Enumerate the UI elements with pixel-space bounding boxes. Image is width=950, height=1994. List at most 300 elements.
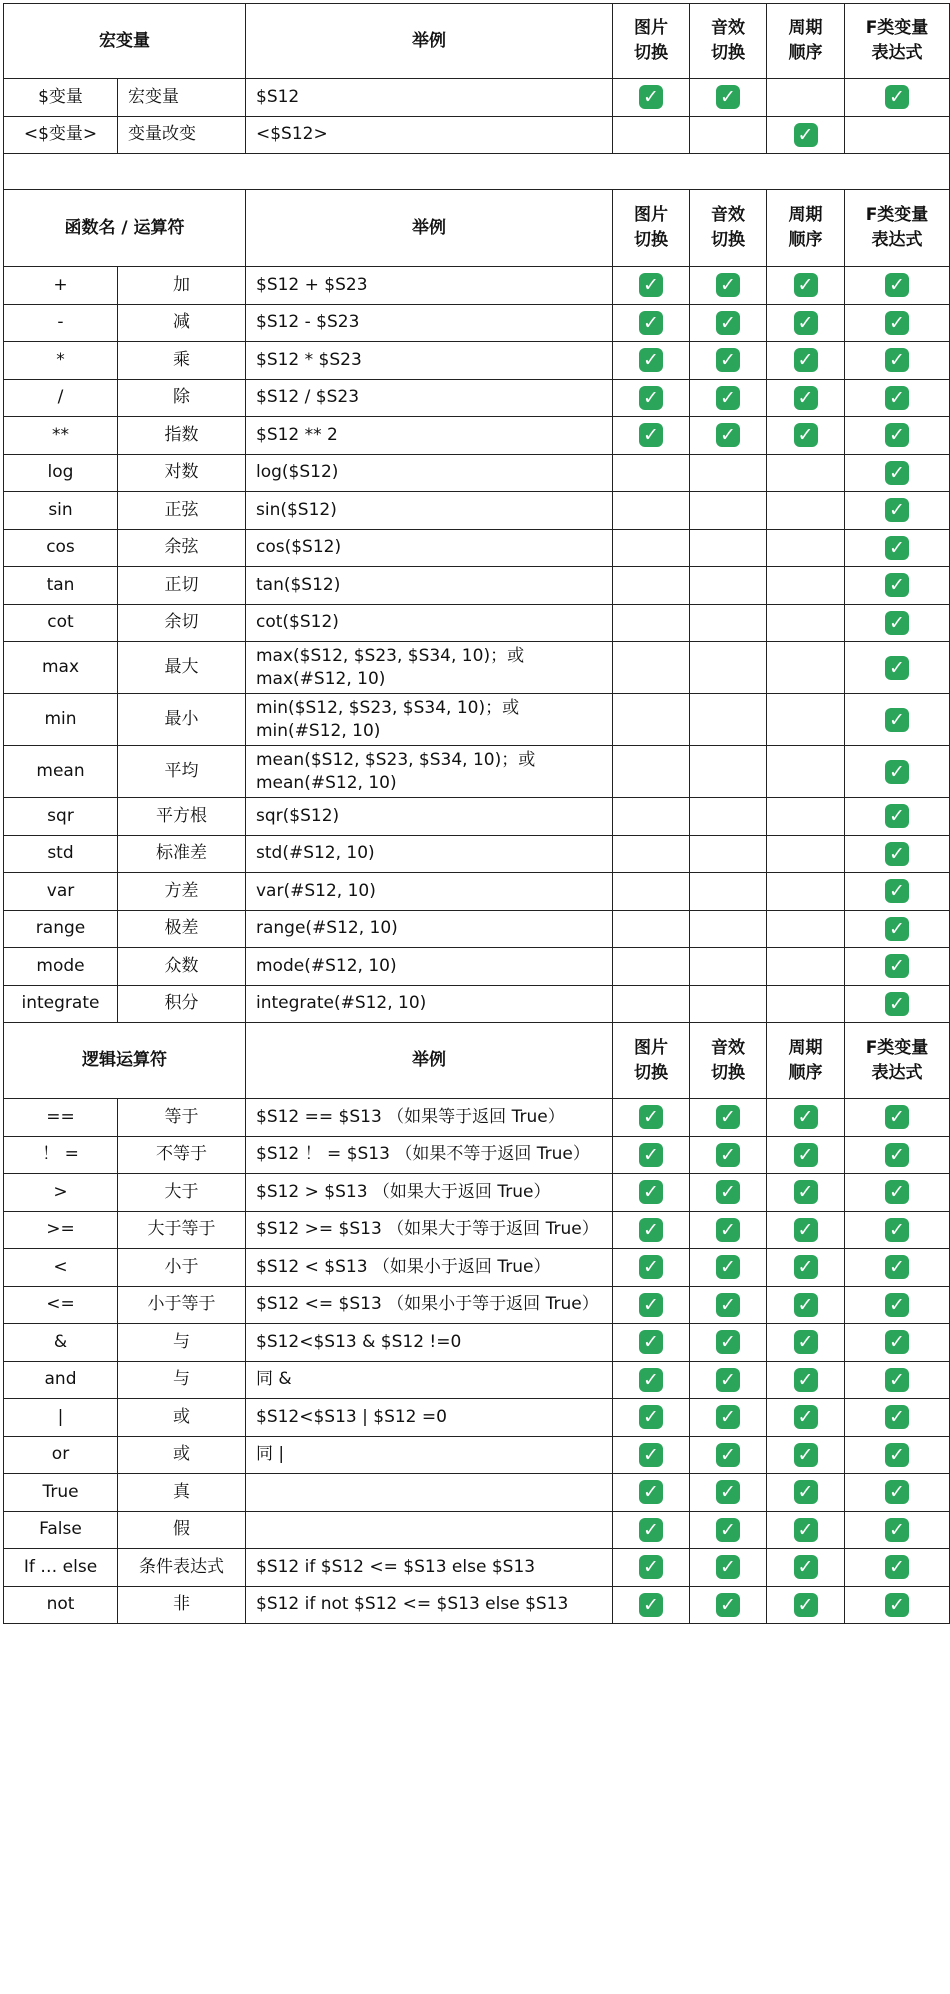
support-cell-4: [845, 304, 950, 342]
checkmark-icon: ✓: [716, 1105, 740, 1129]
checkmark-icon: ✓: [885, 1255, 909, 1279]
checkmark-icon: ✓: [716, 348, 740, 372]
support-cell-2: [690, 835, 767, 873]
checkmark-icon: ✓: [716, 85, 740, 109]
checkmark-icon: ✓: [885, 273, 909, 297]
checkmark-icon: ✓: [885, 461, 909, 485]
support-cell-2: [690, 910, 767, 948]
checkmark-icon: ✓: [794, 1143, 818, 1167]
operator-name-cell: 小于: [118, 1249, 246, 1287]
example-cell: $S12 < $S13 （如果小于返回 True）: [246, 1249, 613, 1287]
example-cell: sin($S12): [246, 492, 613, 530]
support-cell-4: [845, 873, 950, 911]
section-header-name: 宏变量: [4, 4, 246, 79]
support-cell-1: [613, 1586, 690, 1624]
checkmark-icon: ✓: [885, 954, 909, 978]
example-cell: $S12 / $S23: [246, 379, 613, 417]
support-cell-3: [767, 1474, 845, 1512]
support-cell-4: [845, 492, 950, 530]
support-cell-3: [767, 746, 845, 798]
example-cell: <$S12>: [246, 116, 613, 154]
checkmark-icon: ✓: [794, 123, 818, 147]
support-cell-1: [613, 1474, 690, 1512]
section-header-row: [4, 190, 950, 267]
example-cell: range(#S12, 10): [246, 910, 613, 948]
column-header-1: 图片 切换: [613, 1023, 690, 1099]
support-cell-2: [690, 1361, 767, 1399]
operator-name-cell: 宏变量: [118, 79, 246, 117]
table-row: [4, 985, 950, 1023]
support-cell-4: [845, 1474, 950, 1512]
support-cell-2: [690, 694, 767, 746]
support-cell-1: [613, 1136, 690, 1174]
support-cell-2: [690, 417, 767, 455]
section-header-row: [4, 1023, 950, 1099]
example-cell: $S12 ！ = $S13 （如果不等于返回 True）: [246, 1136, 613, 1174]
support-cell-3: [767, 985, 845, 1023]
checkmark-icon: ✓: [639, 1555, 663, 1579]
checkmark-icon: ✓: [794, 311, 818, 335]
checkmark-icon: ✓: [716, 273, 740, 297]
support-cell-2: [690, 1324, 767, 1362]
support-cell-4: [845, 948, 950, 986]
operator-name-cell: 乘: [118, 342, 246, 380]
checkmark-icon: ✓: [716, 1593, 740, 1617]
support-cell-4: [845, 746, 950, 798]
checkmark-icon: ✓: [885, 1443, 909, 1467]
operator-cell: cos: [4, 529, 118, 567]
checkmark-icon: ✓: [639, 1593, 663, 1617]
checkmark-icon: ✓: [716, 1330, 740, 1354]
operator-cell: ==: [4, 1099, 118, 1137]
support-cell-2: [690, 1174, 767, 1212]
checkmark-icon: ✓: [885, 611, 909, 635]
checkmark-icon: ✓: [885, 498, 909, 522]
column-header-3: 周期 顺序: [767, 4, 845, 79]
support-cell-2: [690, 1436, 767, 1474]
column-header-2: 音效 切换: [690, 4, 767, 79]
support-cell-4: [845, 910, 950, 948]
operator-name-cell: 指数: [118, 417, 246, 455]
checkmark-icon: ✓: [716, 423, 740, 447]
support-cell-4: [845, 642, 950, 694]
support-cell-1: [613, 492, 690, 530]
support-cell-2: [690, 304, 767, 342]
support-cell-2: [690, 873, 767, 911]
checkmark-icon: ✓: [885, 1405, 909, 1429]
support-cell-4: [845, 79, 950, 117]
column-header-4: F类变量 表达式: [845, 1023, 950, 1099]
operator-cell: log: [4, 454, 118, 492]
support-cell-1: [613, 1099, 690, 1137]
checkmark-icon: ✓: [716, 1443, 740, 1467]
support-cell-3: [767, 1399, 845, 1437]
operator-cell: mode: [4, 948, 118, 986]
operator-name-cell: 最小: [118, 694, 246, 746]
column-header-2: 音效 切换: [690, 190, 767, 267]
support-cell-1: [613, 1399, 690, 1437]
operator-name-cell: 或: [118, 1399, 246, 1437]
support-cell-1: [613, 1361, 690, 1399]
operator-name-cell: 小于等于: [118, 1286, 246, 1324]
checkmark-icon: ✓: [716, 1368, 740, 1392]
example-cell: cot($S12): [246, 604, 613, 642]
column-header-1: 图片 切换: [613, 190, 690, 267]
checkmark-icon: ✓: [716, 1255, 740, 1279]
operator-cell: False: [4, 1511, 118, 1549]
table-row: [4, 567, 950, 605]
support-cell-1: [613, 1511, 690, 1549]
support-cell-1: [613, 1436, 690, 1474]
table-row: [4, 1511, 950, 1549]
support-cell-4: [845, 1211, 950, 1249]
support-cell-4: [845, 1511, 950, 1549]
support-cell-2: [690, 1549, 767, 1587]
example-cell: 同 &: [246, 1361, 613, 1399]
operator-name-cell: 非: [118, 1586, 246, 1624]
table-row: [4, 746, 950, 798]
support-cell-1: [613, 567, 690, 605]
support-cell-3: [767, 567, 845, 605]
support-cell-2: [690, 454, 767, 492]
checkmark-icon: ✓: [639, 1293, 663, 1317]
support-cell-2: [690, 379, 767, 417]
support-cell-4: [845, 1136, 950, 1174]
checkmark-icon: ✓: [885, 917, 909, 941]
support-cell-1: [613, 642, 690, 694]
checkmark-icon: ✓: [885, 423, 909, 447]
operator-cell: If … else: [4, 1549, 118, 1587]
support-cell-4: [845, 1549, 950, 1587]
operator-name-cell: 大于: [118, 1174, 246, 1212]
operator-cell: tan: [4, 567, 118, 605]
checkmark-icon: ✓: [794, 1405, 818, 1429]
checkmark-icon: ✓: [639, 1105, 663, 1129]
example-cell: log($S12): [246, 454, 613, 492]
table-row: [4, 1286, 950, 1324]
support-cell-3: [767, 1324, 845, 1362]
checkmark-icon: ✓: [885, 992, 909, 1016]
checkmark-icon: ✓: [794, 1180, 818, 1204]
checkmark-icon: ✓: [885, 1143, 909, 1167]
table-row: [4, 1399, 950, 1437]
support-cell-3: [767, 1361, 845, 1399]
checkmark-icon: ✓: [885, 1105, 909, 1129]
table-row: [4, 492, 950, 530]
checkmark-icon: ✓: [639, 1443, 663, 1467]
table-row: [4, 1361, 950, 1399]
example-cell: $S12<$S13 & $S12 !=0: [246, 1324, 613, 1362]
support-cell-4: [845, 267, 950, 305]
support-cell-1: [613, 417, 690, 455]
support-cell-1: [613, 835, 690, 873]
support-cell-2: [690, 116, 767, 154]
operator-cell: <: [4, 1249, 118, 1287]
support-cell-3: [767, 1136, 845, 1174]
operator-name-cell: 与: [118, 1324, 246, 1362]
support-cell-1: [613, 873, 690, 911]
support-cell-4: [845, 1099, 950, 1137]
operator-cell: not: [4, 1586, 118, 1624]
support-cell-1: [613, 379, 690, 417]
support-cell-3: [767, 342, 845, 380]
support-cell-3: [767, 798, 845, 836]
example-cell: $S12 == $S13 （如果等于返回 True）: [246, 1099, 613, 1137]
support-cell-1: [613, 267, 690, 305]
operator-cell: or: [4, 1436, 118, 1474]
support-cell-2: [690, 985, 767, 1023]
checkmark-icon: ✓: [885, 1293, 909, 1317]
support-cell-4: [845, 1286, 950, 1324]
support-cell-4: [845, 1174, 950, 1212]
support-cell-1: [613, 1324, 690, 1362]
column-header-3: 周期 顺序: [767, 1023, 845, 1099]
support-cell-3: [767, 948, 845, 986]
checkmark-icon: ✓: [794, 348, 818, 372]
operator-cell: |: [4, 1399, 118, 1437]
support-cell-3: [767, 417, 845, 455]
support-cell-1: [613, 746, 690, 798]
checkmark-icon: ✓: [639, 1368, 663, 1392]
support-cell-2: [690, 567, 767, 605]
section-header-name: 函数名 / 运算符: [4, 190, 246, 267]
checkmark-icon: ✓: [885, 1480, 909, 1504]
support-cell-1: [613, 116, 690, 154]
operator-cell: $变量: [4, 79, 118, 117]
support-cell-3: [767, 1586, 845, 1624]
table-row: [4, 1099, 950, 1137]
example-cell: $S12 - $S23: [246, 304, 613, 342]
support-cell-2: [690, 746, 767, 798]
operator-name-cell: 正切: [118, 567, 246, 605]
support-cell-2: [690, 798, 767, 836]
table-row: [4, 304, 950, 342]
support-cell-3: [767, 304, 845, 342]
operator-name-cell: 众数: [118, 948, 246, 986]
section-header-example: 举例: [246, 190, 613, 267]
checkmark-icon: ✓: [716, 1293, 740, 1317]
operator-cell: True: [4, 1474, 118, 1512]
support-cell-4: [845, 417, 950, 455]
support-cell-2: [690, 529, 767, 567]
example-cell: $S12 if $S12 <= $S13 else $S13: [246, 1549, 613, 1587]
operator-cell: /: [4, 379, 118, 417]
checkmark-icon: ✓: [885, 804, 909, 828]
support-cell-1: [613, 454, 690, 492]
column-header-1: 图片 切换: [613, 4, 690, 79]
operator-name-cell: 平均: [118, 746, 246, 798]
example-cell: mode(#S12, 10): [246, 948, 613, 986]
support-cell-3: [767, 873, 845, 911]
support-cell-2: [690, 79, 767, 117]
checkmark-icon: ✓: [639, 423, 663, 447]
example-cell: $S12 ** 2: [246, 417, 613, 455]
support-cell-2: [690, 1136, 767, 1174]
operator-name-cell: 积分: [118, 985, 246, 1023]
support-cell-2: [690, 267, 767, 305]
table-row: [4, 342, 950, 380]
support-cell-1: [613, 1211, 690, 1249]
checkmark-icon: ✓: [885, 1218, 909, 1242]
support-cell-3: [767, 1174, 845, 1212]
example-cell: max($S12, $S23, $S34, 10)；或 max(#S12, 10): [246, 642, 613, 694]
support-cell-3: [767, 379, 845, 417]
column-header-4: F类变量 表达式: [845, 4, 950, 79]
column-header-2: 音效 切换: [690, 1023, 767, 1099]
checkmark-icon: ✓: [885, 1330, 909, 1354]
support-cell-3: [767, 835, 845, 873]
example-cell: $S12 * $S23: [246, 342, 613, 380]
checkmark-icon: ✓: [885, 1368, 909, 1392]
support-cell-4: [845, 835, 950, 873]
support-cell-2: [690, 1211, 767, 1249]
table-row: [4, 267, 950, 305]
support-cell-2: [690, 492, 767, 530]
operator-cell: -: [4, 304, 118, 342]
section-header-example: 举例: [246, 4, 613, 79]
example-cell: $S12 > $S13 （如果大于返回 True）: [246, 1174, 613, 1212]
support-cell-3: [767, 1436, 845, 1474]
support-cell-3: [767, 1549, 845, 1587]
operator-name-cell: 除: [118, 379, 246, 417]
checkmark-icon: ✓: [885, 536, 909, 560]
checkmark-icon: ✓: [794, 1330, 818, 1354]
operator-name-cell: 等于: [118, 1099, 246, 1137]
operator-name-cell: 与: [118, 1361, 246, 1399]
table-row: [4, 604, 950, 642]
support-cell-3: [767, 604, 845, 642]
checkmark-icon: ✓: [885, 348, 909, 372]
operator-cell: and: [4, 1361, 118, 1399]
example-cell: $S12 if not $S12 <= $S13 else $S13: [246, 1586, 613, 1624]
operator-cell: >=: [4, 1211, 118, 1249]
table-row: [4, 529, 950, 567]
support-cell-4: [845, 798, 950, 836]
operator-name-cell: 对数: [118, 454, 246, 492]
checkmark-icon: ✓: [639, 1218, 663, 1242]
checkmark-icon: ✓: [716, 1518, 740, 1542]
table-row: [4, 79, 950, 117]
example-cell: 同 |: [246, 1436, 613, 1474]
table-row: [4, 1324, 950, 1362]
spacer-cell: [4, 154, 950, 190]
support-cell-1: [613, 694, 690, 746]
operator-cell: mean: [4, 746, 118, 798]
checkmark-icon: ✓: [885, 1593, 909, 1617]
support-cell-4: [845, 379, 950, 417]
support-cell-2: [690, 1586, 767, 1624]
checkmark-icon: ✓: [794, 1593, 818, 1617]
operator-name-cell: 平方根: [118, 798, 246, 836]
table-row: [4, 1586, 950, 1624]
table-row: [4, 1211, 950, 1249]
support-cell-1: [613, 1549, 690, 1587]
example-cell: sqr($S12): [246, 798, 613, 836]
table-row: [4, 1249, 950, 1287]
example-cell: integrate(#S12, 10): [246, 985, 613, 1023]
support-cell-1: [613, 342, 690, 380]
support-cell-3: [767, 454, 845, 492]
example-cell: $S12 + $S23: [246, 267, 613, 305]
checkmark-icon: ✓: [794, 1255, 818, 1279]
support-cell-4: [845, 1436, 950, 1474]
checkmark-icon: ✓: [716, 1555, 740, 1579]
section-header-name: 逻辑运算符: [4, 1023, 246, 1099]
checkmark-icon: ✓: [885, 85, 909, 109]
checkmark-icon: ✓: [885, 760, 909, 784]
operator-name-cell: 不等于: [118, 1136, 246, 1174]
checkmark-icon: ✓: [794, 1480, 818, 1504]
support-cell-3: [767, 1511, 845, 1549]
operator-name-cell: 方差: [118, 873, 246, 911]
support-cell-3: [767, 1099, 845, 1137]
operator-name-cell: 余切: [118, 604, 246, 642]
table-row: [4, 835, 950, 873]
support-cell-1: [613, 985, 690, 1023]
checkmark-icon: ✓: [639, 1480, 663, 1504]
checkmark-icon: ✓: [639, 1405, 663, 1429]
table-row: [4, 379, 950, 417]
example-cell: var(#S12, 10): [246, 873, 613, 911]
support-cell-4: [845, 454, 950, 492]
support-cell-4: [845, 1361, 950, 1399]
checkmark-icon: ✓: [794, 273, 818, 297]
operator-name-cell: 变量改变: [118, 116, 246, 154]
checkmark-icon: ✓: [639, 1180, 663, 1204]
support-cell-1: [613, 910, 690, 948]
support-cell-1: [613, 1286, 690, 1324]
operator-cell: >: [4, 1174, 118, 1212]
support-cell-1: [613, 798, 690, 836]
checkmark-icon: ✓: [885, 1180, 909, 1204]
checkmark-icon: ✓: [639, 386, 663, 410]
checkmark-icon: ✓: [794, 1368, 818, 1392]
operator-name-cell: 减: [118, 304, 246, 342]
support-cell-1: [613, 948, 690, 986]
checkmark-icon: ✓: [639, 273, 663, 297]
operator-table: [3, 3, 950, 1624]
checkmark-icon: ✓: [794, 1218, 818, 1242]
table-row: [4, 1474, 950, 1512]
operator-cell: sin: [4, 492, 118, 530]
support-cell-2: [690, 1399, 767, 1437]
support-cell-4: [845, 529, 950, 567]
checkmark-icon: ✓: [885, 708, 909, 732]
operator-cell: &: [4, 1324, 118, 1362]
support-cell-3: [767, 1211, 845, 1249]
operator-name-cell: 或: [118, 1436, 246, 1474]
support-cell-3: [767, 492, 845, 530]
operator-name-cell: 真: [118, 1474, 246, 1512]
support-cell-2: [690, 604, 767, 642]
support-cell-2: [690, 1249, 767, 1287]
example-cell: mean($S12, $S23, $S34, 10)；或 mean(#S12, 10): [246, 746, 613, 798]
operator-cell: <=: [4, 1286, 118, 1324]
checkmark-icon: ✓: [885, 656, 909, 680]
example-cell: cos($S12): [246, 529, 613, 567]
support-cell-1: [613, 79, 690, 117]
checkmark-icon: ✓: [794, 1443, 818, 1467]
operator-name-cell: 最大: [118, 642, 246, 694]
support-cell-2: [690, 1286, 767, 1324]
support-cell-1: [613, 1174, 690, 1212]
checkmark-icon: ✓: [794, 386, 818, 410]
checkmark-icon: ✓: [794, 423, 818, 447]
support-cell-4: [845, 985, 950, 1023]
table-row: [4, 417, 950, 455]
checkmark-icon: ✓: [794, 1555, 818, 1579]
section-header-row: [4, 4, 950, 79]
